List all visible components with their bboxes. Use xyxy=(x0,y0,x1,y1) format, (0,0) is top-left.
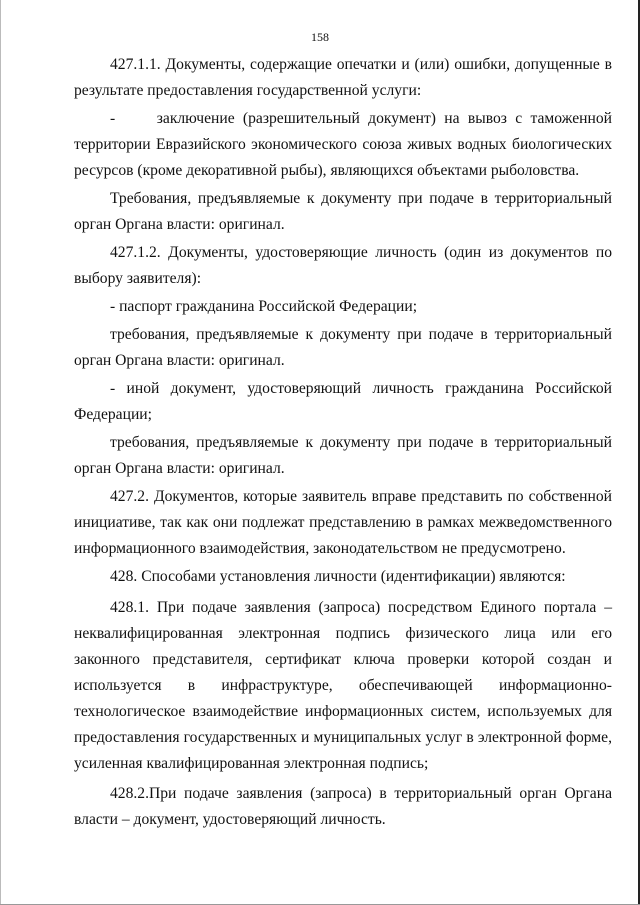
paragraph-427-2: 427.2. Документов, которые заявитель вправе представить по собственной инициативе, так как они подлежат представлению в рамках межведомственного информационного взаимодействия, законодательством не предусмотрено. xyxy=(74,488,612,557)
paragraph-requirements-3: требования, предъявляемые к документу при подаче в территориальный орган Органа власти: оригинал. xyxy=(74,434,612,477)
list-item-other-document: - иной документ, удостоверяющий личность гражданина Российской Федерации; xyxy=(74,380,612,423)
page-left-edge xyxy=(0,0,1,905)
paragraph-requirements-1: Требования, предъявляемые к документу при подаче в территориальный орган Органа власти: оригинал. xyxy=(74,190,612,233)
paragraph-428: 428. Способами установления личности (идентификации) являются: xyxy=(110,568,566,585)
paragraph-427-1-1: 427.1.1. Документы, содержащие опечатки и (или) ошибки, допущенные в результате предоставления государственной услуги: xyxy=(74,56,612,99)
paragraph-428-1: 428.1. При подаче заявления (запроса) посредством Единого портала – неквалифицированная электронная подпись физического лица или его законного представителя, сертификат ключа проверки которой создан и используется в инфраструктуре, обеспечивающей информационно-технологическое взаимодействие информационных систем, используемых для предоставления государственных и муниципальных услуг в электронной форме, усиленная квалифицированная электронная подпись; xyxy=(74,599,612,772)
paragraph-427-1-2: 427.1.2. Документы, удостоверяющие личность (один из документов по выбору заявителя): xyxy=(74,244,612,287)
list-item-passport: - паспорт гражданина Российской Федерации; xyxy=(110,298,418,315)
document-body xyxy=(74,52,612,833)
paragraph-428-2: 428.2.При подаче заявления (запроса) в территориальный орган Органа власти – документ, удостоверяющий личность. xyxy=(74,785,612,828)
page-number: 158 xyxy=(311,30,329,44)
paragraph-requirements-2: требования, предъявляемые к документу при подаче в территориальный орган Органа власти: оригинал. xyxy=(74,326,612,369)
list-item-conclusion: - заключение (разрешительный документ) на вывоз с таможенной территории Евразийского экономического союза живых водных биологических ресурсов (кроме декоративной рыбы), являющихся объектами рыболовства. xyxy=(74,110,612,179)
